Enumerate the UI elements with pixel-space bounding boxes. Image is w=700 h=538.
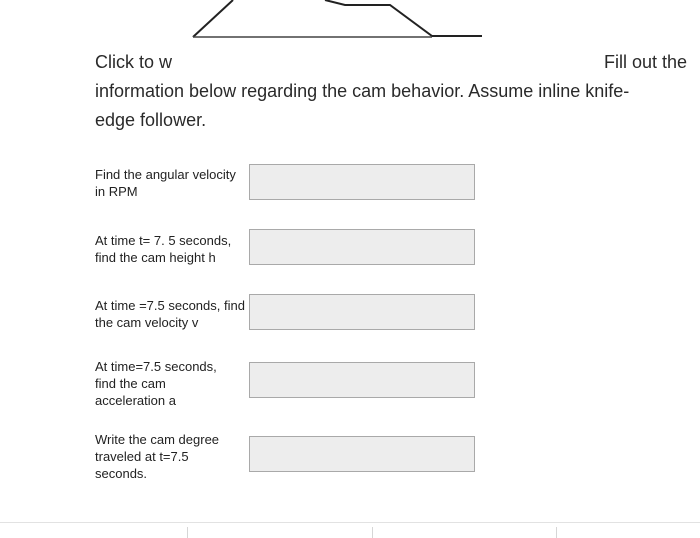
cam-profile-line bbox=[325, 0, 482, 36]
instructions-paragraph bbox=[95, 48, 695, 135]
answer-field-cam-acceleration[interactable] bbox=[249, 362, 475, 398]
cam-profile-line bbox=[193, 0, 233, 37]
answer-field-cam-velocity[interactable] bbox=[249, 294, 475, 330]
question-label-cam-acceleration: At time=7.5 seconds, find the cam acceleration a bbox=[95, 359, 217, 408]
question-label-angular-velocity: Find the angular velocity in RPM bbox=[95, 167, 236, 199]
footer-divider bbox=[0, 522, 700, 523]
question-label-cam-height: At time t= 7. 5 seconds, find the cam height h bbox=[95, 233, 232, 265]
instructions-line-1 bbox=[95, 48, 687, 77]
answer-field-cam-height[interactable] bbox=[249, 229, 475, 265]
fill-out-text: Fill out the bbox=[603, 52, 687, 72]
question-label-cam-degree: Write the cam degree traveled at t=7.5 seconds. bbox=[95, 432, 220, 481]
instructions-line-3: edge follower. bbox=[95, 110, 207, 130]
cam-profile-diagram bbox=[0, 0, 700, 45]
click-to-link-text[interactable]: Click to w bbox=[95, 52, 173, 72]
instructions-line-2: information below regarding the cam behavior. Assume inline knife- bbox=[95, 81, 630, 101]
footer-separator bbox=[187, 527, 188, 538]
answer-field-angular-velocity[interactable] bbox=[249, 164, 475, 200]
footer-separator bbox=[372, 527, 373, 538]
footer-separator bbox=[556, 527, 557, 538]
answer-field-cam-degree[interactable] bbox=[249, 436, 475, 472]
question-label-cam-velocity: At time =7.5 seconds, find the cam velocity v bbox=[95, 298, 245, 330]
